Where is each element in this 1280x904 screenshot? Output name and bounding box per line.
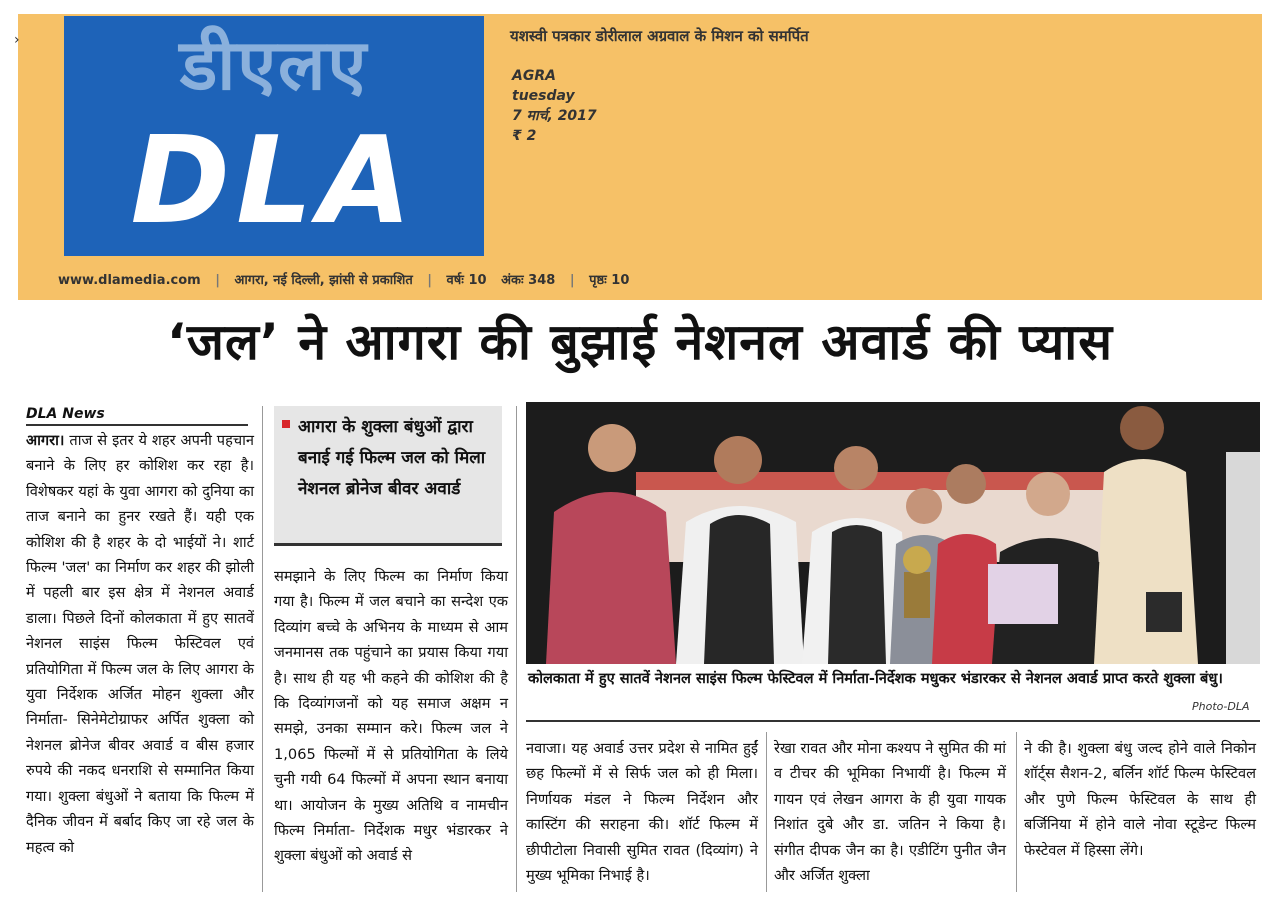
masthead: [14, 14, 1262, 300]
bullet-icon: [282, 420, 290, 428]
caption-divider: [526, 720, 1260, 722]
dateline: आगरा।: [26, 432, 65, 449]
page-nav-arrow-icon[interactable]: ›: [14, 32, 20, 48]
masthead-tagline: यशस्वी पत्रकार डोरीलाल अग्रवाल के मिशन को समर्पित: [510, 27, 809, 45]
column-4-text: रेखा रावत और मोना कश्यप ने सुमित की मां व टीचर की भूमिका निभायीं है। फिल्म में गायन एवं लेखन आगरा के ही युवा गायक निशांत दुबे और डा. जतिन ने किया है। संगीत दीपक जैन का है। एडीटिंग पुनीत जैन और अर्जित शुक्ला: [774, 740, 1006, 885]
published-from: आगरा, नई दिल्ली, झांसी से प्रकाशित: [234, 273, 413, 288]
article-column-3: [526, 736, 758, 888]
edition-city: AGRA: [512, 68, 556, 84]
edition-day: tuesday: [512, 88, 575, 104]
logo-dla-text: DLA: [130, 112, 418, 251]
article-column-1: [26, 428, 254, 860]
page-count: पृष्ठः 10: [589, 273, 630, 288]
column-2-text: समझाने के लिए फिल्म का निर्माण किया गया है। फिल्म में जल बचाने का सन्देश एक दिव्यांग बच्चे के अभिनय के माध्यम से आम जनमानस तक पहुंचाने का प्रयास किया गया है। साथ ही यह भी कहने की कोशिश की है कि दिव्यांगजनों को यह समाज अक्षम न समझे, उनका सम्मान करे। फिल्म जल ने 1,065 फिल्मों में से प्रतियोगिता के लिये चुनी गयी 64 फिल्मों में अपना स्थान बनाया था। आयोजन के मुख्य अतिथि व नामचीन फिल्म निर्माता- निर्देशक मधुर भंडारकर ने शुक्ला बंधुओं को अवार्ड से: [274, 568, 508, 865]
column-3-text: नवाजा। यह अवार्ड उत्तर प्रदेश से नामित हुईं छह फिल्मों में से सिर्फ जल को ही मिला। निर्णायक मंडल ने फिल्म निर्देशन और कास्टिंग की सराहना की। शॉर्ट फिल्म में छीपीटोला निवासी सुमित रावत (दिव्यांग) ने मुख्य भूमिका निभाई है।: [526, 740, 758, 885]
edition-info: [512, 66, 597, 146]
masthead-footer: www.dlamedia.com | आगरा, नई दिल्ली, झांसी से प्रकाशित | वर्षः 10 अंकः 348 | पृष्ठः 10: [58, 273, 630, 288]
highlight-box: [274, 406, 502, 546]
photo-credit: Photo-DLA: [1192, 700, 1250, 713]
column-1-text: ताज से इतर ये शहर अपनी पहचान बनाने के लिए हर कोशिश कर रहा है। विशेषकर यहां के युवा आगरा को दुनिया का ताज बनाने का हुनर रखते हैं। यही एक कोशिश की है शहर के दो भाईयों ने। शार्ट फिल्म 'जल' का निर्माण कर शहर की झोली में पहली बार इस क्षेत्र में नेशनल अवार्ड डाला। पिछले दिनों कोलकाता में हुए सातवें नेशनल साइंस फिल्म फेस्टिवल एवं प्रतियोगिता में फिल्म जल के लिए आगरा के युवा निर्देशक अर्जित मोहन शुक्ला और निर्माता- सिनेमेटोग्राफर अर्पित शुक्ला को नेशनल ब्रोनेज बीवर अवार्ड व बीस हजार रुपये की नकद धनराशि से सम्मानित किया गया। शुक्ला बंधुओं ने बताया कि फिल्म में दैनिक जीवन में बर्बाद किए जा रहे जल के महत्व को: [26, 432, 254, 856]
photo-caption: कोलकाता में हुए सातवें नेशनल साइंस फिल्म फेस्टिवल में निर्माता-निर्देशक मधुकर भंडारकर से नेशनल अवार्ड प्राप्त करते शुक्ला बंधु।: [528, 670, 1223, 687]
article-column-2: [274, 564, 508, 869]
website-link[interactable]: www.dlamedia.com: [58, 273, 201, 288]
headline: ‘जल’ ने आगरा की बुझाई नेशनल अवार्ड की प्यास: [166, 313, 1114, 371]
byline: DLA News: [26, 406, 248, 426]
edition-date: 7 मार्च, 2017: [512, 108, 597, 124]
newspaper-page: [14, 14, 1262, 894]
highlight-text: आगरा के शुक्ला बंधुओं द्वारा बनाई गई फिल्म जल को मिला नेशनल ब्रोनेज बीवर अवार्ड: [298, 417, 486, 499]
volume-year: वर्षः 10: [446, 273, 487, 288]
article-column-5: [1024, 736, 1256, 863]
logo-hindi-text: डीएलए: [179, 24, 369, 106]
issue-number: अंकः 348: [501, 273, 556, 288]
column-5-text: ने की है। शुक्ला बंधु जल्द होने वाले निकोन शॉर्ट्स सैशन-2, बर्लिन शॉर्ट फिल्म फेस्टिवल और पुणे फिल्म फेस्टिवल के साथ ही बर्जिनिया में होने वाले नोवा स्टूडेन्ट फिल्म फेस्टेवल में हिस्सा लेंगे।: [1024, 740, 1256, 859]
edition-price: ₹ 2: [512, 128, 537, 144]
article-column-4: [774, 736, 1006, 888]
award-photo: [526, 402, 1260, 664]
logo: [64, 16, 484, 256]
